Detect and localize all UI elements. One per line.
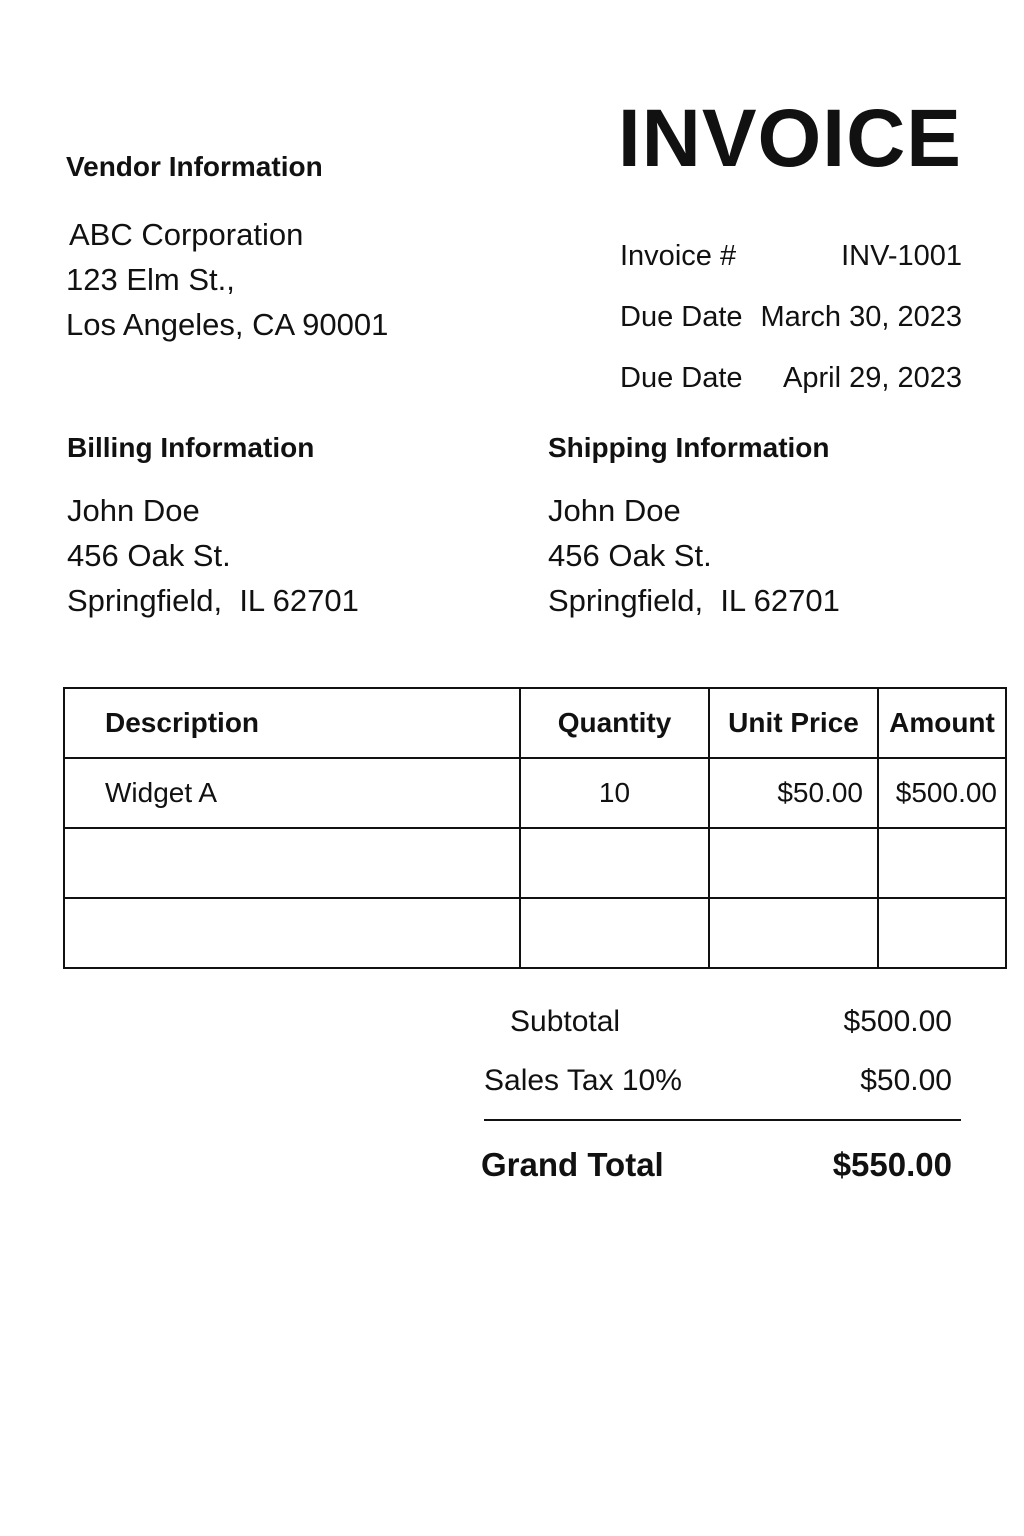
cell-unit-price — [709, 898, 878, 968]
line-items-table — [63, 687, 1007, 969]
grand-total-value: $550.00 — [832, 1146, 952, 1183]
subtotal-value: $500.00 — [843, 1005, 952, 1038]
invoice-number-value: INV-1001 — [841, 240, 962, 272]
due-date-value: April 29, 2023 — [783, 362, 962, 394]
cell-amount — [878, 828, 1006, 898]
billing-street: 456 Oak St. — [67, 538, 231, 573]
header-unit-price: Unit Price — [709, 688, 878, 758]
tax-label: Sales Tax 10% — [484, 1064, 682, 1097]
meta-date-row — [620, 297, 962, 337]
shipping-name: John Doe — [548, 493, 681, 528]
header-quantity: Quantity — [520, 688, 709, 758]
invoice-number-label: Invoice # — [620, 240, 737, 272]
grand-total-label: Grand Total — [481, 1146, 664, 1183]
totals-divider — [484, 1119, 961, 1121]
header-description: Description — [64, 688, 520, 758]
table-row — [64, 758, 1006, 828]
subtotal-label: Subtotal — [510, 1005, 621, 1038]
billing-address — [67, 488, 359, 623]
meta-due-date-row — [620, 358, 962, 398]
vendor-name: ABC Corporation — [69, 217, 304, 252]
table-header-row — [64, 688, 1006, 758]
tax-value: $50.00 — [860, 1064, 952, 1097]
vendor-city: Los Angeles, CA 90001 — [66, 307, 389, 342]
billing-city: Springfield, IL 62701 — [67, 583, 359, 618]
vendor-section-label: Vendor Information — [66, 151, 323, 182]
billing-name: John Doe — [67, 493, 200, 528]
cell-quantity — [520, 898, 709, 968]
cell-description — [64, 898, 520, 968]
cell-quantity — [520, 828, 709, 898]
meta-invoice-number-row — [620, 236, 962, 276]
billing-section-label: Billing Information — [67, 432, 315, 463]
cell-quantity: 10 — [520, 758, 709, 828]
cell-amount: $500.00 — [878, 758, 1006, 828]
due-date-label: Due Date — [620, 362, 743, 394]
cell-unit-price — [709, 828, 878, 898]
shipping-address — [548, 488, 840, 623]
cell-unit-price: $50.00 — [709, 758, 878, 828]
cell-description: Widget A — [64, 758, 520, 828]
vendor-street: 123 Elm St., — [66, 262, 235, 297]
header-amount: Amount — [878, 688, 1006, 758]
shipping-city: Springfield, IL 62701 — [548, 583, 840, 618]
date-value: March 30, 2023 — [760, 301, 962, 333]
invoice-title: INVOICE — [617, 93, 962, 184]
cell-description — [64, 828, 520, 898]
table-row — [64, 898, 1006, 968]
date-label: Due Date — [620, 301, 743, 333]
table-row — [64, 828, 1006, 898]
cell-amount — [878, 898, 1006, 968]
shipping-street: 456 Oak St. — [548, 538, 712, 573]
vendor-address — [66, 212, 388, 347]
shipping-section-label: Shipping Information — [548, 432, 830, 463]
